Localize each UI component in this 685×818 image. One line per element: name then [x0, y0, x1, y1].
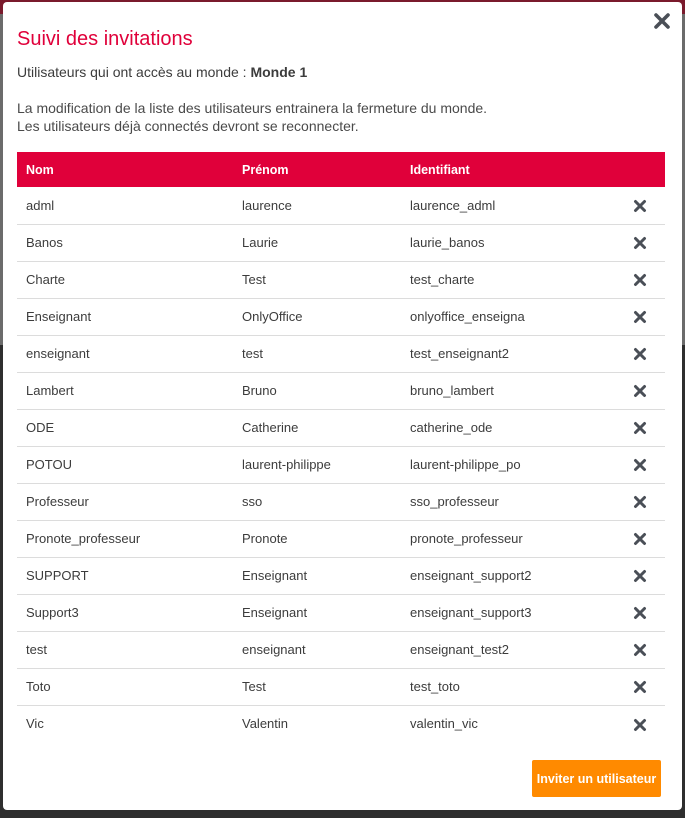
- cell-identifiant: catherine_ode: [401, 409, 615, 446]
- cell-prenom: Test: [233, 668, 401, 705]
- delete-icon[interactable]: [633, 718, 647, 732]
- table-row: [17, 705, 665, 742]
- column-header-actions: [615, 152, 665, 187]
- cell-identifiant: laurent-philippe_po: [401, 446, 615, 483]
- cell-prenom: laurent-philippe: [233, 446, 401, 483]
- column-header-nom: Nom: [26, 162, 54, 177]
- cell-nom: Enseignant: [17, 298, 233, 335]
- cell-actions: [615, 483, 665, 520]
- modal-title: Suivi des invitations: [17, 28, 193, 50]
- cell-actions: [615, 298, 665, 335]
- table-row: [17, 372, 665, 409]
- cell-nom: test: [17, 631, 233, 668]
- table-header-row: [17, 152, 665, 187]
- table-row: [17, 409, 665, 446]
- invitations-modal: [3, 2, 682, 810]
- cell-nom: Professeur: [17, 483, 233, 520]
- column-header-prenom: Prénom: [242, 162, 289, 177]
- table-row: [17, 557, 665, 594]
- delete-icon[interactable]: [633, 421, 647, 435]
- cell-nom: Pronote_professeur: [17, 520, 233, 557]
- table-row: [17, 224, 665, 261]
- cell-nom: adml: [17, 187, 233, 224]
- cell-prenom: Test: [233, 261, 401, 298]
- cell-actions: [615, 705, 665, 742]
- delete-icon[interactable]: [633, 680, 647, 694]
- world-name: Monde 1: [250, 64, 308, 80]
- cell-actions: [615, 631, 665, 668]
- warning-message: [17, 99, 487, 135]
- delete-icon[interactable]: [633, 569, 647, 583]
- cell-prenom: Catherine: [233, 409, 401, 446]
- cell-actions: [615, 335, 665, 372]
- cell-identifiant: sso_professeur: [401, 483, 615, 520]
- delete-icon[interactable]: [633, 532, 647, 546]
- cell-identifiant: test_toto: [401, 668, 615, 705]
- cell-prenom: Bruno: [233, 372, 401, 409]
- cell-identifiant: test_enseignant2: [401, 335, 615, 372]
- users-table-container: [17, 152, 665, 742]
- cell-identifiant: valentin_vic: [410, 716, 478, 732]
- cell-identifiant: pronote_professeur: [401, 520, 615, 557]
- delete-icon[interactable]: [633, 199, 647, 213]
- cell-prenom: Valentin: [242, 716, 289, 732]
- invite-user-button[interactable]: Inviter un utilisateur: [532, 760, 661, 797]
- cell-actions: [615, 224, 665, 261]
- table-row: [17, 520, 665, 557]
- table-row: [17, 668, 665, 705]
- cell-nom: Banos: [17, 224, 233, 261]
- delete-icon[interactable]: [633, 384, 647, 398]
- table-row: [17, 187, 665, 224]
- table-row: [17, 335, 665, 372]
- cell-prenom: Enseignant: [233, 557, 401, 594]
- cell-nom: POTOU: [17, 446, 233, 483]
- cell-identifiant: enseignant_support2: [401, 557, 615, 594]
- warning-line-2: Les utilisateurs déjà connectés devront se reconnecter.: [17, 118, 359, 134]
- access-label: Utilisateurs qui ont accès au monde :: [17, 64, 251, 80]
- warning-line-1: La modification de la liste des utilisateurs entrainera la fermeture du monde.: [17, 100, 488, 116]
- delete-icon[interactable]: [633, 310, 647, 324]
- cell-actions: [615, 187, 665, 224]
- table-body: [17, 187, 665, 742]
- cell-identifiant: laurie_banos: [401, 224, 615, 261]
- table-row: [17, 298, 665, 335]
- cell-nom: Charte: [17, 261, 233, 298]
- users-table: [17, 152, 665, 742]
- cell-identifiant: laurence_adml: [401, 187, 615, 224]
- cell-actions: [615, 557, 665, 594]
- cell-actions: [615, 261, 665, 298]
- cell-identifiant: bruno_lambert: [401, 372, 615, 409]
- cell-prenom: enseignant: [233, 631, 401, 668]
- cell-actions: [615, 594, 665, 631]
- delete-icon[interactable]: [633, 347, 647, 361]
- cell-prenom: Enseignant: [233, 594, 401, 631]
- cell-actions: [615, 520, 665, 557]
- delete-icon[interactable]: [633, 236, 647, 250]
- delete-icon[interactable]: [633, 606, 647, 620]
- table-row: [17, 631, 665, 668]
- column-header-identifiant: Identifiant: [410, 162, 470, 177]
- cell-nom: SUPPORT: [17, 557, 233, 594]
- cell-nom: Support3: [17, 594, 233, 631]
- cell-nom: Lambert: [17, 372, 233, 409]
- cell-prenom: Laurie: [233, 224, 401, 261]
- table-row: [17, 261, 665, 298]
- cell-identifiant: test_charte: [401, 261, 615, 298]
- cell-identifiant: enseignant_support3: [401, 594, 615, 631]
- delete-icon[interactable]: [633, 643, 647, 657]
- cell-nom: Vic: [26, 716, 44, 732]
- close-icon[interactable]: [653, 12, 671, 30]
- cell-prenom: laurence: [233, 187, 401, 224]
- cell-actions: [615, 372, 665, 409]
- delete-icon[interactable]: [633, 458, 647, 472]
- table-row: [17, 446, 665, 483]
- cell-prenom: test: [233, 335, 401, 372]
- access-line: [17, 64, 307, 80]
- cell-actions: [615, 446, 665, 483]
- cell-identifiant: onlyoffice_enseigna: [401, 298, 615, 335]
- delete-icon[interactable]: [633, 273, 647, 287]
- cell-actions: [615, 409, 665, 446]
- cell-prenom: OnlyOffice: [233, 298, 401, 335]
- cell-prenom: Pronote: [233, 520, 401, 557]
- table-row: [17, 483, 665, 520]
- cell-prenom: sso: [233, 483, 401, 520]
- cell-nom: Toto: [17, 668, 233, 705]
- table-row: [17, 594, 665, 631]
- cell-actions: [615, 668, 665, 705]
- cell-nom: ODE: [17, 409, 233, 446]
- cell-nom: enseignant: [17, 335, 233, 372]
- delete-icon[interactable]: [633, 495, 647, 509]
- cell-identifiant: enseignant_test2: [401, 631, 615, 668]
